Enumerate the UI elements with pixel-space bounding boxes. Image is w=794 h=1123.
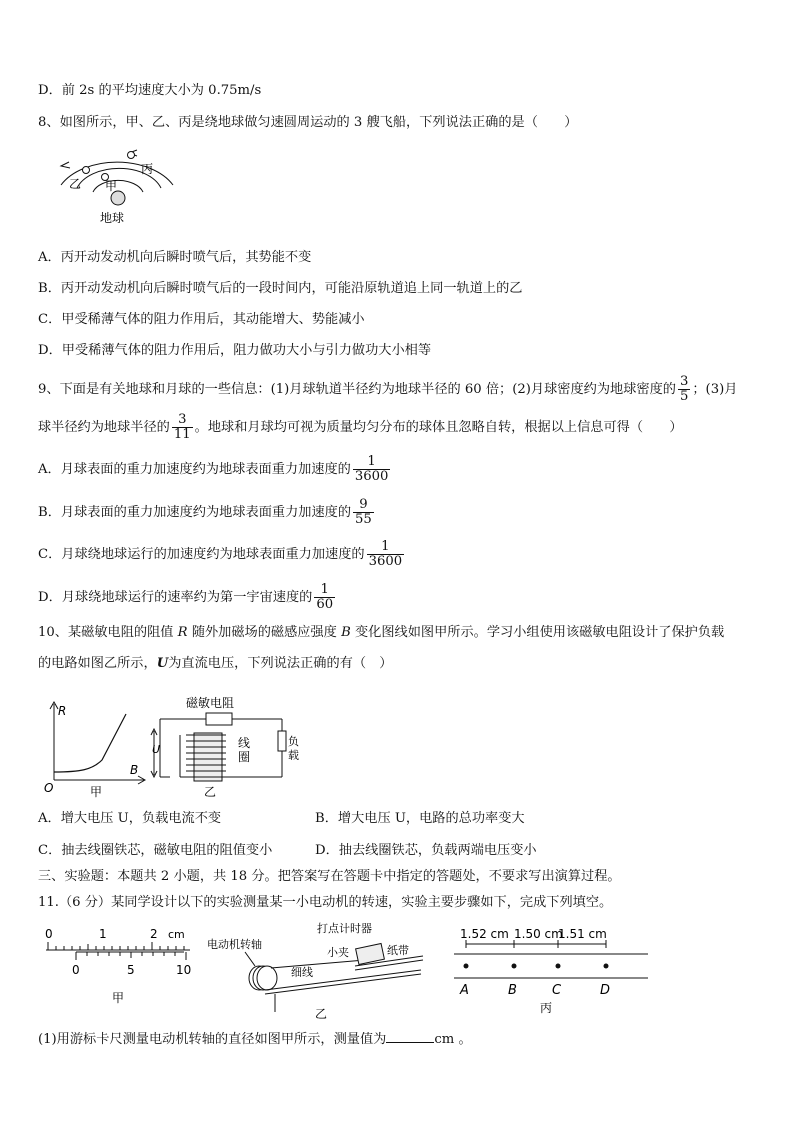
svg-text:电动机转轴: 电动机转轴 (207, 938, 262, 951)
svg-text:甲: 甲 (90, 785, 103, 799)
svg-text:U: U (152, 743, 161, 756)
q10-option-c: C．抽去线圈铁芯，磁敏电阻的阻值变小 (38, 843, 273, 858)
q10-stem-line2: 的电路如图乙所示，U为直流电压，下列说法正确的有（ ） (38, 656, 393, 671)
q10-graph-jia (40, 700, 150, 800)
q9-option-c: C．月球绕地球运行的加速度约为地球表面重力加速度的 $\frac{1}{3600}$ (38, 539, 403, 569)
q8-option-a: A．丙开动发动机向后瞬时喷气后，其势能不变 (38, 250, 312, 265)
ship-bing-label: 丙 (141, 162, 154, 176)
q7-option-d: D．前 2s 的平均速度大小为 0.75m/s (38, 83, 262, 98)
svg-text:打点计时器: 打点计时器 (317, 922, 372, 935)
svg-text:R: R (58, 704, 67, 718)
svg-text:C: C (552, 983, 562, 998)
svg-text:0: 0 (45, 928, 53, 941)
svg-text:B: B (508, 983, 517, 998)
q8-option-c: C．甲受稀薄气体的阻力作用后，其动能增大、势能减小 (38, 312, 365, 327)
q11-stem: 11.（6 分）某同学设计以下的实验测量某一小电动机的转速，实验主要步骤如下，完成下列填空。 (38, 895, 613, 910)
q9-stem-line2: 球半径约为地球半径的 $\frac{3}{11}$ 。地球和月球均可视为质量均匀分布的球体且忽略自转，根据以上信息可得（ ） (38, 412, 683, 442)
svg-text:D: D (600, 983, 611, 998)
svg-text:载: 载 (288, 749, 299, 762)
svg-text:1: 1 (99, 928, 107, 941)
q9-stem-line1: 9、下面是有关地球和月球的一些信息：(1)月球轨道半径约为地球半径的 60 倍；(2)月球密度约为地球密度的 $\frac{3}{5}$ ；(3)月 (38, 374, 738, 404)
svg-text:1.50 cm: 1.50 cm (514, 927, 563, 941)
ship-jia-label: 甲 (105, 179, 118, 193)
svg-text:2: 2 (150, 928, 158, 941)
q10-option-a: A．增大电压 U，负载电流不变 (38, 811, 222, 826)
svg-text:10: 10 (176, 963, 192, 977)
svg-text:cm: cm (168, 928, 185, 941)
q8-stem: 8、如图所示，甲、乙、丙是绕地球做匀速圆周运动的 3 艘飞船，下列说法正确的是（ ） (38, 115, 578, 130)
svg-text:A: A (460, 983, 469, 998)
svg-text:细线: 细线 (291, 966, 313, 979)
q11-motor-setup-yi (205, 918, 430, 1023)
svg-text:磁敏电阻: 磁敏电阻 (186, 696, 235, 710)
q9-option-d: D．月球绕地球运行的速率约为第一宇宙速度的 $\frac{1}{60}$ (38, 582, 334, 612)
q8-option-b: B．丙开动发动机向后瞬时喷气后的一段时间内，可能沿原轨道追上同一轨道上的乙 (38, 281, 523, 296)
svg-text:乙: 乙 (204, 785, 217, 799)
q11-answer-blank[interactable] (386, 1030, 434, 1043)
q9-option-a: A．月球表面的重力加速度约为地球表面重力加速度的 $\frac{1}{3600}$ (38, 454, 389, 484)
q9-option-b: B．月球表面的重力加速度约为地球表面重力加速度的 $\frac{9}{55}$ (38, 497, 372, 527)
ship-yi-label: 乙 (69, 177, 82, 191)
q8-orbit-figure (55, 140, 185, 230)
svg-text:负: 负 (288, 735, 299, 748)
svg-text:1.51 cm: 1.51 cm (558, 927, 607, 941)
q10-option-d: D．抽去线圈铁芯，负载两端电压变小 (315, 843, 537, 858)
svg-text:纸带: 纸带 (387, 944, 409, 957)
section-3-header: 三、实验题：本题共 2 小题，共 18 分。把答案写在答题卡中指定的答题处，不要求写出演算过程。 (38, 869, 621, 884)
earth-label: 地球 (100, 211, 125, 225)
q11-sub1: (1)用游标卡尺测量电动机转轴的直径如图甲所示，测量值为 cm 。 (38, 1032, 472, 1047)
q10-option-b: B．增大电压 U，电路的总功率变大 (315, 811, 525, 826)
q10-stem-line1: 10、某磁敏电阻的阻值 R 随外加磁场的磁感应强度 B 变化图线如图甲所示。学习小组使用该磁敏电阻设计了保护负载 (38, 625, 725, 640)
q11-caliper-jia (40, 928, 200, 1013)
svg-text:1.52 cm: 1.52 cm (460, 927, 509, 941)
q11-paper-tape-bing (440, 918, 660, 1023)
svg-text:甲: 甲 (112, 991, 125, 1005)
q8-option-d: D．甲受稀薄气体的阻力作用后，阻力做功大小与引力做功大小相等 (38, 343, 432, 358)
svg-text:圈: 圈 (238, 750, 251, 764)
svg-text:B: B (130, 763, 139, 777)
svg-text:线: 线 (238, 736, 251, 750)
svg-text:乙: 乙 (315, 1007, 328, 1021)
q10-circuit-yi (150, 695, 310, 800)
svg-text:5: 5 (127, 963, 135, 977)
svg-text:小夹: 小夹 (327, 946, 349, 959)
svg-text:0: 0 (72, 963, 80, 977)
svg-text:O: O (44, 781, 54, 795)
svg-text:丙: 丙 (540, 1001, 553, 1015)
